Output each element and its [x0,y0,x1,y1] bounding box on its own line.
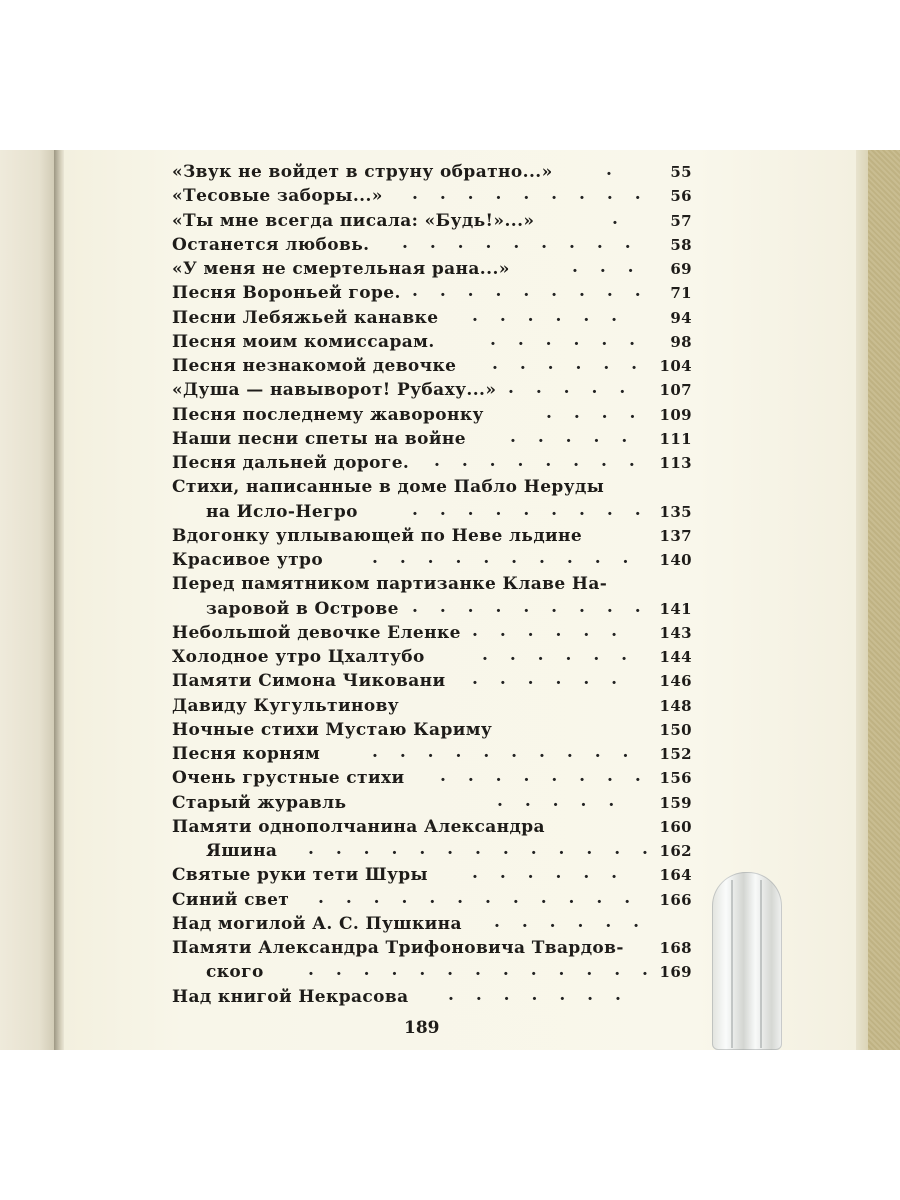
toc-entry-page: 104 [659,357,692,375]
toc-leader-dots: . . . . . . . . . . [372,548,637,568]
toc-entry-page: 58 [670,235,692,254]
toc-leader-dots: . . . . . . [472,620,626,641]
toc-entry-page: 159 [659,793,692,812]
toc-entry-page: 162 [659,842,692,860]
toc-entry-page: 98 [670,332,692,351]
toc-leader-dots: . . . . . . . . . . . . . [308,839,656,859]
toc-entry [172,160,692,184]
toc-entry-title: Памяти Симона Чиковани [172,671,446,692]
toc-entry [172,306,692,330]
toc-leader-dots: . . . . . [510,426,636,447]
toc-leader-dots: . . . . . . . . [434,451,643,471]
toc-entry-page: 57 [670,211,692,230]
toc-leader-dots: . . . . . . . . . . . . [318,887,639,908]
toc-leader-dots: . . . . . . [494,911,648,932]
toc-entry [172,863,692,887]
toc-entry-title: Песня моим комиссарам. [172,331,435,352]
toc-entry-title: заровой в Острове [206,598,399,619]
toc-entry-title: «Тесовые заборы...» [172,186,383,207]
toc-entry [172,888,692,912]
toc-entry [172,960,692,984]
toc-leader-dots: . . . . . . [472,669,626,690]
toc-entry-page: 152 [659,745,692,763]
toc-entry-title: Песня незнакомой девочке [172,356,457,376]
toc-entry-title: Небольшой девочке Еленке [172,622,461,643]
book-cover [868,150,900,1050]
toc-entry [172,257,692,281]
toc-leader-dots: . . . . . . . . . . . . . [308,960,656,981]
toc-leader-dots: . . . . . . [472,863,626,884]
toc-entry-title: Очень грустные стихи [172,768,405,789]
toc-entry-page: 94 [670,308,692,327]
toc-entry-title: Святые руки тети Шуры [172,865,428,886]
toc-entry-page: 69 [670,260,692,278]
toc-entry [172,718,692,742]
toc-entry-page: 140 [659,551,692,569]
toc-entry-title: Наши песни спеты на войне [172,428,466,449]
toc-entry-title: Над книгой Некрасова [172,986,409,1007]
toc-entry-title: Песня корням [172,744,321,764]
page-number: 189 [404,1018,440,1038]
toc-entry [172,936,692,960]
toc-leader-dots: . . . . . [508,378,634,399]
toc-entry-page: 168 [659,939,692,957]
toc-leader-dots: . . . . . . . . . [412,184,649,205]
toc-leader-dots: . . . . . . . . . [402,232,639,253]
toc-entry [172,766,692,790]
toc-entry [172,403,692,427]
toc-leader-dots: . . . . . . . . . [412,281,649,302]
toc-entry-page: 146 [659,672,692,691]
toc-entry-title: Ночные стихи Мустаю Кариму [172,719,493,740]
toc-leader-dots: . . . . . . . . . . [372,742,637,762]
toc-leader-dots: . . . . . . [492,354,646,374]
toc-entry [172,184,692,208]
toc-entry-title: Перед памятником партизанке Клаве На- [172,574,608,595]
toc-entry [172,354,692,378]
toc-leader-dots: . . . . [546,402,644,423]
toc-entry-title: «Душа — навыворот! Рубаху...» [172,380,497,401]
toc-entry-page: 111 [659,429,692,448]
clip-highlight [731,880,733,1048]
toc-entry [172,621,692,645]
toc-entry [172,815,692,839]
toc-entry-title: Синий свет [172,889,290,910]
toc-entry-title: Яшина [206,841,278,861]
toc-entry-page: 141 [659,599,692,618]
toc-entry-title: Песня дальней дороге. [172,453,410,473]
toc-entry [172,524,692,548]
toc-entry [172,912,692,936]
toc-entry [172,548,692,572]
toc-leader-dots: . [606,160,620,180]
toc-leader-dots: . [612,208,626,229]
toc-leader-dots: . . . [572,257,642,277]
toc-entry-page: 113 [659,454,692,472]
toc-entry-page: 144 [659,648,692,666]
toc-leader-dots: . . . . . . [490,329,644,350]
toc-entry [172,451,692,475]
toc-entry-title: на Исло-Негро [206,501,358,522]
toc-entry-title: Холодное утро Цхалтубо [172,647,425,667]
toc-entry-page: 55 [670,163,692,181]
toc-entry-title: Песня Вороньей горе. [172,283,401,304]
toc-entry-title: Над могилой А. С. Пушкина [172,913,462,934]
toc-entry-page: 143 [659,623,692,642]
toc-entry [172,645,692,669]
toc-entry-title: Стихи, написанные в доме Пабло Неруды [172,477,605,498]
page-holder-clip [712,872,782,1050]
toc-leader-dots: . . . . . . . . . [412,499,649,520]
toc-entry [172,427,692,451]
toc-entry-page: 169 [659,963,692,982]
toc-entry [172,742,692,766]
toc-entry-title: Останется любовь. [172,234,370,255]
toc-entry-title: Давиду Кугультинову [172,695,400,716]
toc-entry-title: «У меня не смертельная рана...» [172,259,510,279]
toc-entry-title: Песня последнему жаворонку [172,404,484,425]
toc-entry-page: 156 [659,769,692,788]
toc-leader-dots: . . . . . . [482,645,636,665]
toc-leader-dots: . . . . . . . [448,984,629,1005]
toc-entry-page: 160 [659,817,692,836]
toc-entry-page: 148 [659,696,692,715]
toc-entry-title: Песни Лебяжьей канавке [172,307,439,328]
toc-entry-title: ского [206,962,264,983]
toc-entry [172,378,692,402]
toc-entry [172,669,692,693]
toc-entry-page: 56 [670,187,692,206]
toc-entry-title: Красивое утро [172,550,324,570]
toc-entry [172,209,692,233]
left-page-edge [0,150,56,1050]
toc-entry-page: 166 [659,890,692,909]
toc-entry [172,597,692,621]
toc-entry-title: «Звук не войдет в струну обратно...» [172,162,553,182]
toc-entry [172,330,692,354]
toc-entry-page: 137 [659,526,692,545]
toc-entry-page: 109 [659,405,692,424]
toc-entry [172,985,692,1009]
toc-entry-page: 164 [659,866,692,885]
toc-entry-page: 135 [659,502,692,521]
toc-leader-dots: . . . . . . [472,305,626,326]
toc-leader-dots: . . . . . [497,790,623,811]
toc-entry-title: Старый журавль [172,792,347,813]
toc-entry-page: 150 [659,720,692,739]
toc-entry [172,694,692,718]
toc-entry-page: 71 [670,284,692,303]
toc-entry [172,233,692,257]
toc-entry-title: «Ты мне всегда писала: «Будь!»...» [172,210,535,231]
toc-entry-title: Вдогонку уплывающей по Неве льдине [172,525,583,546]
toc-entry [172,791,692,815]
toc-entry-title: Памяти Александра Трифоновича Твардов- [172,938,624,958]
toc-entry [172,475,692,499]
toc-entry [172,281,692,305]
toc-entry-title: Памяти однополчанина Александра [172,816,545,837]
toc-entry-page: 107 [659,381,692,400]
toc-entry [172,500,692,524]
toc-leader-dots: . . . . . . . . [440,766,649,787]
toc-entry [172,839,692,863]
toc-leader-dots: . . . . . . . . . [412,596,649,617]
toc-entry [172,572,692,596]
clip-highlight [760,880,762,1048]
